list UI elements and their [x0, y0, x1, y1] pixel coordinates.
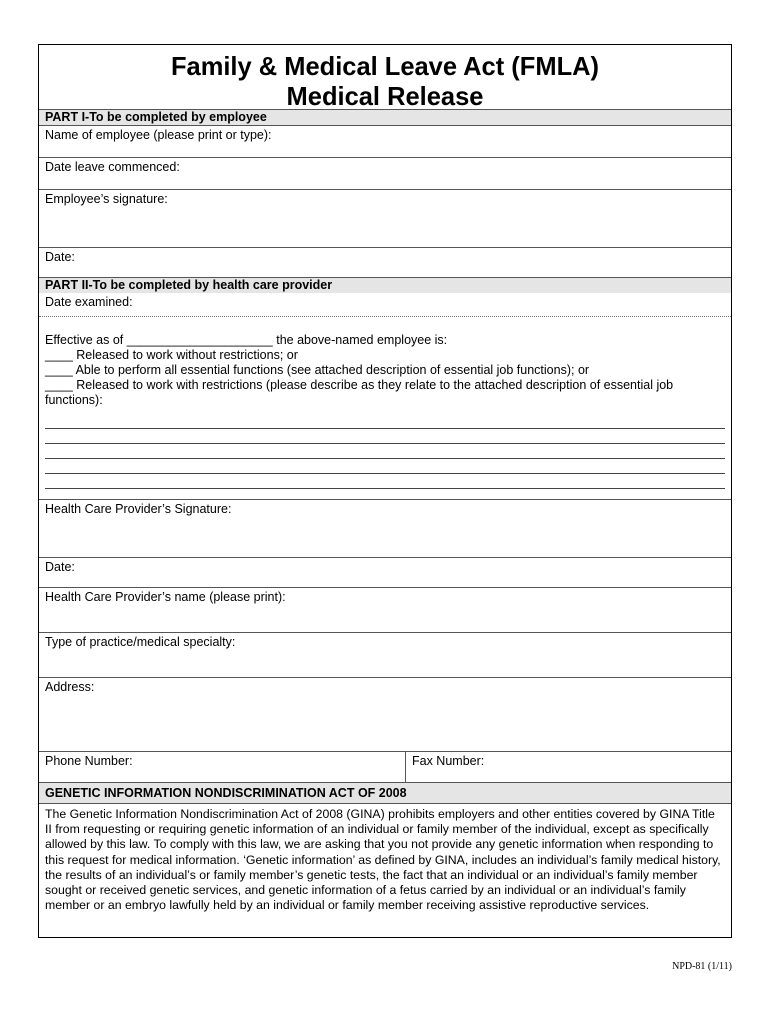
address-label: Address: — [45, 680, 95, 694]
employee-signature-label: Employee’s signature: — [45, 192, 168, 206]
restriction-line[interactable] — [45, 459, 725, 474]
restrictions-lines[interactable] — [45, 414, 725, 489]
form-code: NPD-81 (1/11) — [672, 961, 732, 972]
practice-type-label: Type of practice/medical specialty: — [45, 635, 236, 649]
effective-as-of[interactable]: Effective as of _____________________ the above-named employee is: — [45, 333, 448, 347]
gina-text: The Genetic Information Nondiscrimination Act of 2008 (GINA) prohibits employers and other entities covered by GINA Title II from requesting or requiring genetic information of an individual or family member of the individual, except as specifically allowed by this law. To comply with this law, we are asking that you not provide any genetic information when responding to this request for medical information. ‘Genetic information’ as defined by GINA, includes an individual’s family medical history, the results of an individual’s or family member’s genetic tests, the fact that an individual or an individual’s family member sought or received genetic services, and genetic information of a fetus carried by an individual or an individual’s family member or an embryo lawfully held by an individual or family member receiving assistive reproductive services. — [45, 807, 721, 913]
provider-name-field[interactable] — [39, 587, 731, 632]
work-status-section — [39, 316, 731, 499]
date-leave-commenced-field[interactable] — [39, 157, 731, 189]
employee-date-label: Date: — [45, 250, 75, 264]
fax-label: Fax Number: — [412, 754, 485, 768]
restriction-line[interactable] — [45, 474, 725, 489]
option-essential-functions[interactable]: ____ Able to perform all essential functions (see attached description of essential job functions); or — [45, 363, 590, 377]
employee-name-label: Name of employee (please print or type): — [45, 128, 272, 142]
phone-label: Phone Number: — [45, 754, 133, 768]
date-examined-field[interactable] — [39, 293, 731, 316]
option-with-restrictions[interactable]: ____ Released to work with restrictions (please describe as they relate to the attached description of essential job functions): — [45, 378, 674, 407]
provider-signature-field[interactable] — [39, 499, 731, 557]
fax-field[interactable] — [406, 752, 490, 782]
address-field[interactable] — [39, 677, 731, 751]
date-leave-commenced-label: Date leave commenced: — [45, 160, 180, 174]
provider-date-label: Date: — [45, 560, 75, 574]
employee-signature-field[interactable] — [39, 189, 731, 247]
phone-fax-row — [39, 751, 731, 782]
provider-date-field[interactable] — [39, 557, 731, 587]
part2-header: PART II-To be completed by health care provider — [39, 277, 731, 293]
employee-name-field[interactable] — [39, 125, 731, 157]
restriction-line[interactable] — [45, 414, 725, 429]
fmla-form — [38, 44, 732, 938]
form-title — [39, 45, 731, 109]
gina-header: GENETIC INFORMATION NONDISCRIMINATION ACT OF 2008 — [39, 782, 731, 804]
phone-field[interactable] — [39, 752, 406, 782]
restriction-line[interactable] — [45, 444, 725, 459]
employee-date-field[interactable] — [39, 247, 731, 277]
part1-header: PART I-To be completed by employee — [39, 109, 731, 125]
provider-signature-label: Health Care Provider’s Signature: — [45, 502, 232, 516]
date-examined-label: Date examined: — [45, 295, 133, 309]
title-line-2: Medical Release — [286, 81, 484, 111]
restriction-line[interactable] — [45, 429, 725, 444]
title-line-1: Family & Medical Leave Act (FMLA) — [170, 51, 600, 81]
option-no-restrictions[interactable]: ____ Released to work without restrictions; or — [45, 348, 298, 362]
provider-name-label: Health Care Provider’s name (please print): — [45, 590, 286, 604]
practice-type-field[interactable] — [39, 632, 731, 677]
